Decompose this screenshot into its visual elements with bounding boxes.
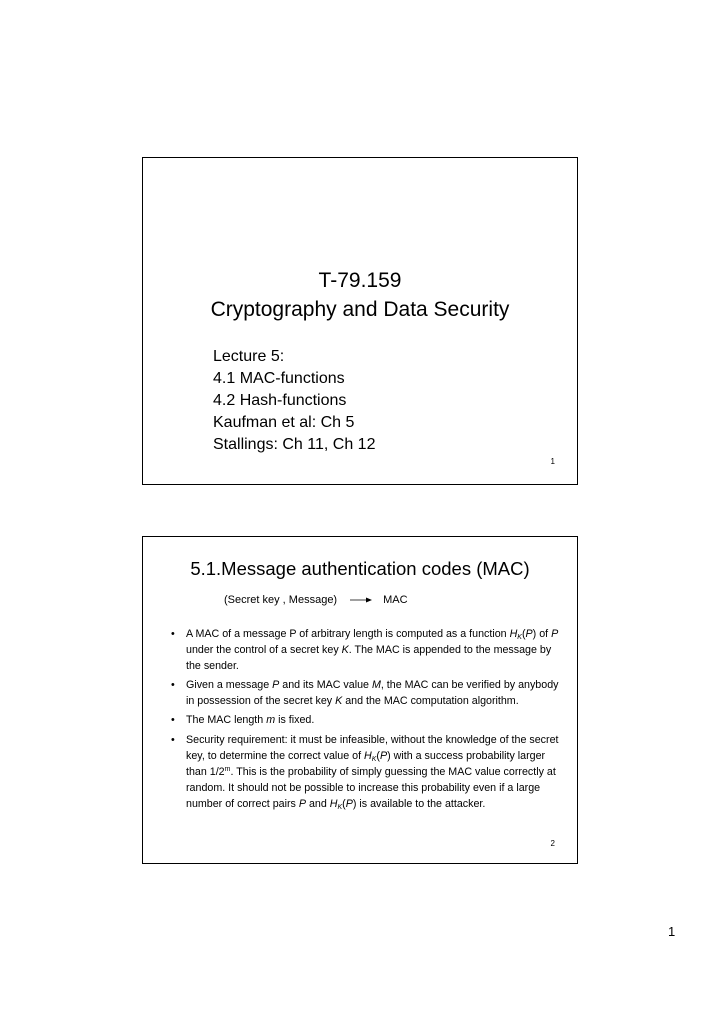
lecture-line: Stallings: Ch 11, Ch 12: [213, 436, 376, 453]
slide-2-title: 5.1.Message authentication codes (MAC): [190, 558, 530, 579]
lecture-line: Lecture 5:: [213, 348, 285, 365]
list-item: • Given a message P and its MAC value M, the MAC can be verified by anybody in possession of the secret key K and the MAC computation algorithm.: [171, 679, 559, 708]
arrow-right-icon: [350, 596, 372, 604]
slide-1: [142, 157, 578, 485]
list-item: • Security requirement: it must be infeasible, without the knowledge of the secret key, to determine the correct value of $H_K(P)$ with a success probability larger than 1/2$^m$. This is the probability of simply guessing the MAC value correctly at random. It should not be possible to increase this probability even if a large number of correct pairs P and $H_K(P)$ is available to the attacker.: [171, 733, 559, 811]
slide-2: [142, 536, 578, 864]
lecture-line: 4.2 Hash-functions: [213, 392, 347, 409]
slide-number: 1: [550, 457, 555, 466]
list-item: • The MAC length m is fixed.: [167, 712, 563, 728]
lecture-info: [213, 346, 375, 456]
list-item: • A MAC of a message P of arbitrary length is computed as a function $H_K(P)$ of P under the control of a secret key K. The MAC is appended to the message by the sender.: [171, 628, 559, 673]
lecture-line: 4.1 MAC-functions: [213, 370, 345, 387]
bullet-icon: •: [171, 628, 175, 640]
lecture-line: Kaufman et al: Ch 5: [213, 414, 355, 431]
page-number: 1: [668, 924, 676, 939]
course-code: T-79.159: [318, 269, 402, 292]
slide-number: 2: [550, 839, 555, 848]
bullet-icon: •: [171, 733, 175, 746]
slide-1-title: [143, 266, 577, 324]
diagram-output: MAC: [383, 594, 408, 606]
course-name: Cryptography and Data Security: [210, 298, 510, 321]
bullet-list: [167, 626, 563, 812]
mac-diagram: [224, 593, 408, 607]
bullet-icon: •: [171, 714, 175, 727]
diagram-input: (Secret key , Message): [224, 594, 338, 606]
bullet-icon: •: [171, 679, 175, 692]
